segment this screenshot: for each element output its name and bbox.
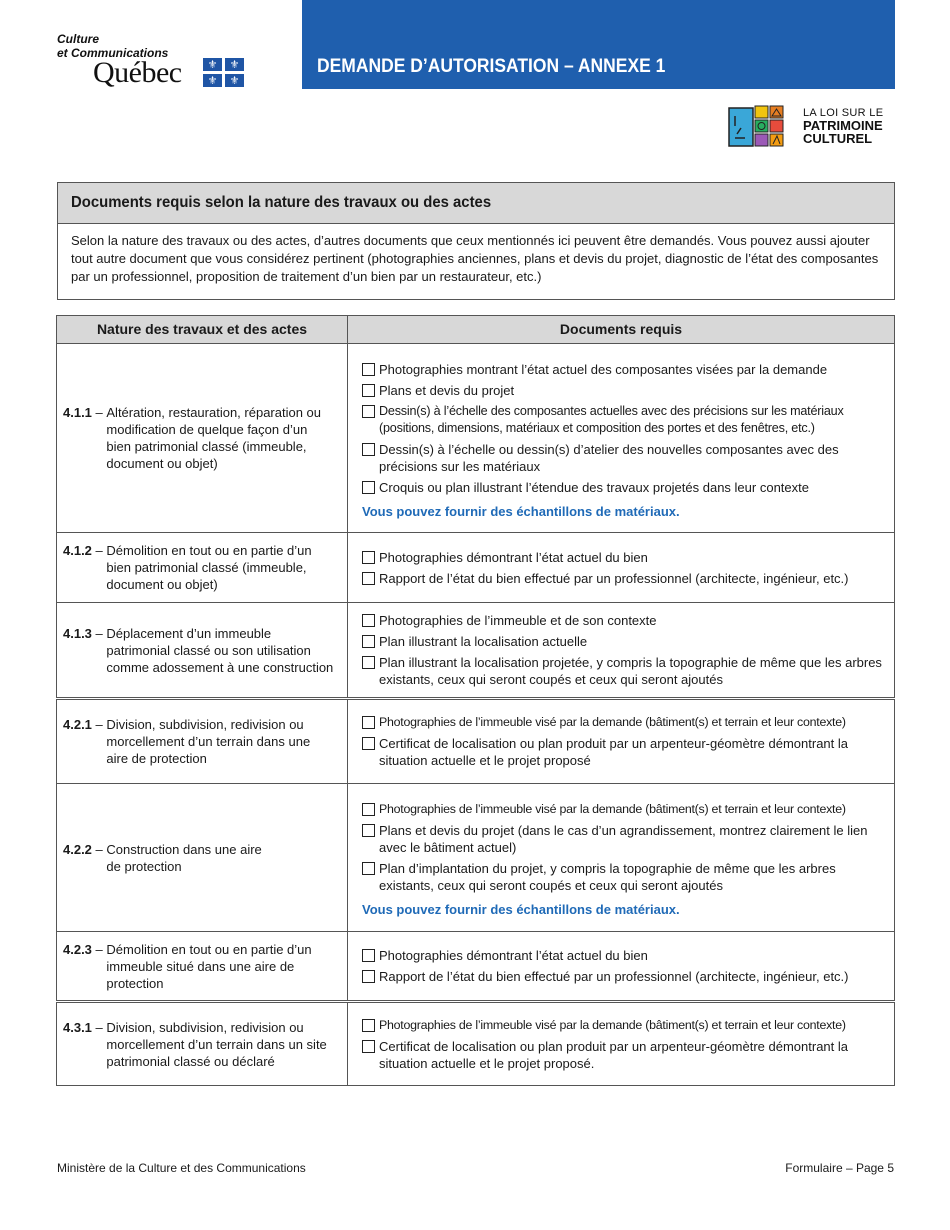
logo-line-2: PATRIMOINE <box>803 118 883 133</box>
document-checkbox[interactable] <box>362 716 375 729</box>
row-code: 4.1.3 <box>63 625 92 641</box>
column-header-nature: Nature des travaux et des actes <box>57 316 348 344</box>
documents-cell <box>348 533 895 603</box>
document-item: Photographies démontrant l’état actuel du bien <box>362 947 886 964</box>
document-checkbox[interactable] <box>362 737 375 750</box>
document-item: Photographies de l’immeuble et de son contexte <box>362 612 886 629</box>
document-item: Photographies de l’immeuble visé par la demande (bâtiment(s) et terrain et leur contexte) <box>362 1017 886 1034</box>
document-checkbox[interactable] <box>362 1019 375 1032</box>
row-code: 4.2.1 <box>63 717 92 732</box>
row-description: Division, subdivision, redivision ou morcellement d’un terrain dans un site patrimonial classé ou déclaré <box>106 1019 327 1069</box>
table-row <box>57 1002 895 1086</box>
nature-cell: 4.1.2 – Démolition en tout ou en partie d’un bien patrimonial classé (immeuble, document ou objet) <box>57 533 348 603</box>
intro-box <box>57 182 895 300</box>
document-item: Plan d’implantation du projet, y compris la topographie de même que les arbres existants, ceux qui seront coupés et ceux qui seront ajoutés <box>362 860 886 894</box>
document-item: Plans et devis du projet <box>362 382 886 399</box>
footer-ministry: Ministère de la Culture et des Communications <box>57 1161 306 1175</box>
documents-cell <box>348 699 895 784</box>
footer-page-number: Formulaire – Page 5 <box>785 1161 894 1175</box>
nature-cell: 4.1.3 – Déplacement d’un immeuble patrimonial classé ou son utilisation comme adossement à une construction <box>57 603 348 699</box>
row-description: Altération, restauration, réparation ou modification de quelque façon d’un bien patrimonial classé (immeuble, document ou objet) <box>106 405 322 471</box>
document-item: Dessin(s) à l’échelle ou dessin(s) d’atelier des nouvelles composantes avec des précisions sur les matériaux <box>362 441 886 475</box>
document-item: Plan illustrant la localisation actuelle <box>362 633 886 650</box>
document-checkbox[interactable] <box>362 384 375 397</box>
table-row <box>57 699 895 784</box>
document-checkbox[interactable] <box>362 970 375 983</box>
document-item: Rapport de l’état du bien effectué par un professionnel (architecte, ingénieur, etc.) <box>362 570 886 587</box>
row-description: Division, subdivision, redivision ou morcellement d’un terrain dans une aire de protection <box>106 717 311 766</box>
nature-cell: 4.2.3 – Démolition en tout ou en partie d’un immeuble situé dans une aire de protection <box>57 932 348 1002</box>
documents-cell <box>348 784 895 932</box>
row-code: 4.1.2 <box>63 543 92 558</box>
documents-table <box>56 315 895 1086</box>
org-name: Québec <box>93 56 182 89</box>
nature-cell: 4.1.1 – Altération, restauration, réparation ou modification de quelque façon d’un bien patrimonial classé (immeuble, document ou objet) <box>57 344 348 533</box>
document-checkbox[interactable] <box>362 862 375 875</box>
nature-cell: 4.2.2 – Construction dans une aire de protection <box>57 784 348 932</box>
documents-cell <box>348 1002 895 1086</box>
document-checkbox[interactable] <box>362 551 375 564</box>
patrimoine-logo <box>727 104 897 148</box>
org-line-1: Culture <box>57 32 99 46</box>
row-description: Construction dans une aire de protection <box>106 841 262 874</box>
table-row <box>57 932 895 1002</box>
document-item: Plan illustrant la localisation projetée, y compris la topographie de même que les arbres existants, ceux qui seront coupés et ceux qui seront ajoutés <box>362 654 886 688</box>
row-code: 4.1.1 <box>63 405 92 420</box>
document-checkbox[interactable] <box>362 614 375 627</box>
document-checkbox[interactable] <box>362 803 375 816</box>
row-code: 4.2.3 <box>63 941 92 957</box>
document-checkbox[interactable] <box>362 824 375 837</box>
nature-cell: 4.2.1 – Division, subdivision, redivision ou morcellement d’un terrain dans une aire de protection <box>57 699 348 784</box>
documents-cell <box>348 344 895 533</box>
table-row <box>57 344 895 533</box>
intro-title: Documents requis selon la nature des travaux ou des actes <box>71 194 492 211</box>
form-title: DEMANDE D’AUTORISATION – ANNEXE 1 <box>317 56 666 77</box>
row-code: 4.3.1 <box>63 1019 92 1035</box>
fleur-de-lis-flag-icon: ⚜ ⚜ ⚜ ⚜ <box>203 58 245 88</box>
table-row <box>57 533 895 603</box>
samples-note: Vous pouvez fournir des échantillons de matériaux. <box>362 503 680 519</box>
patrimoine-art-icon <box>727 104 799 148</box>
column-header-documents: Documents requis <box>348 316 895 344</box>
document-checkbox[interactable] <box>362 656 375 669</box>
document-checkbox[interactable] <box>362 363 375 376</box>
documents-cell <box>348 603 895 699</box>
row-description: Démolition en tout ou en partie d’un bien patrimonial classé (immeuble, document ou objet) <box>106 543 312 592</box>
nature-cell: 4.3.1 – Division, subdivision, redivision ou morcellement d’un terrain dans un site patrimonial classé ou déclaré <box>57 1002 348 1086</box>
document-checkbox[interactable] <box>362 405 375 418</box>
document-checkbox[interactable] <box>362 1040 375 1053</box>
document-checkbox[interactable] <box>362 572 375 585</box>
intro-header <box>58 183 894 224</box>
org-line-2: et Communications <box>57 46 169 60</box>
document-item: Rapport de l’état du bien effectué par un professionnel (architecte, ingénieur, etc.) <box>362 968 886 985</box>
document-checkbox[interactable] <box>362 443 375 456</box>
intro-text: Selon la nature des travaux ou des actes, d’autres documents que ceux mentionnés ici peuvent être demandés. Vous pouvez aussi ajouter tout autre document que vous considérez pertinent (photographies anciennes, plans et devis du projet, diagnostic de l’état des composantes par un professionnel, proposition de traitement d’un bien par un restaurateur, etc.) <box>71 233 879 284</box>
table-row <box>57 784 895 932</box>
document-item: Photographies de l’immeuble visé par la demande (bâtiment(s) et terrain et leur contexte) <box>362 714 886 731</box>
document-item: Photographies montrant l’état actuel des composantes visées par la demande <box>362 361 886 378</box>
document-item: Photographies démontrant l’état actuel du bien <box>362 549 886 566</box>
document-item: Photographies de l’immeuble visé par la demande (bâtiment(s) et terrain et leur contexte) <box>362 801 886 818</box>
document-item: Certificat de localisation ou plan produit par un arpenteur-géomètre démontrant la situation actuelle et le projet proposé <box>362 735 886 769</box>
row-code: 4.2.2 <box>63 841 92 857</box>
logo-line-3: CULTUREL <box>803 131 873 146</box>
table-row <box>57 603 895 699</box>
document-checkbox[interactable] <box>362 481 375 494</box>
documents-cell <box>348 932 895 1002</box>
samples-note: Vous pouvez fournir des échantillons de matériaux. <box>362 902 680 917</box>
table-header-row <box>57 316 895 344</box>
document-checkbox[interactable] <box>362 635 375 648</box>
document-item: Certificat de localisation ou plan produit par un arpenteur-géomètre démontrant la situation actuelle et le projet proposé. <box>362 1038 886 1072</box>
logo-line-1: LA LOI SUR LE <box>803 107 884 119</box>
quebec-logo <box>57 32 247 92</box>
document-checkbox[interactable] <box>362 949 375 962</box>
document-item: Dessin(s) à l’échelle des composantes actuelles avec des précisions sur les matériaux (positions, dimensions, matériaux et composition des portes et des fenêtres, etc.) <box>362 403 886 437</box>
document-item: Plans et devis du projet (dans le cas d’un agrandissement, montrez clairement le lien avec le bâtiment actuel) <box>362 822 886 856</box>
document-item: Croquis ou plan illustrant l’étendue des travaux projetés dans leur contexte <box>362 479 886 496</box>
row-description: Démolition en tout ou en partie d’un immeuble situé dans une aire de protection <box>106 941 312 991</box>
row-description: Déplacement d’un immeuble patrimonial classé ou son utilisation comme adossement à une construction <box>106 625 334 675</box>
title-band <box>302 0 895 89</box>
